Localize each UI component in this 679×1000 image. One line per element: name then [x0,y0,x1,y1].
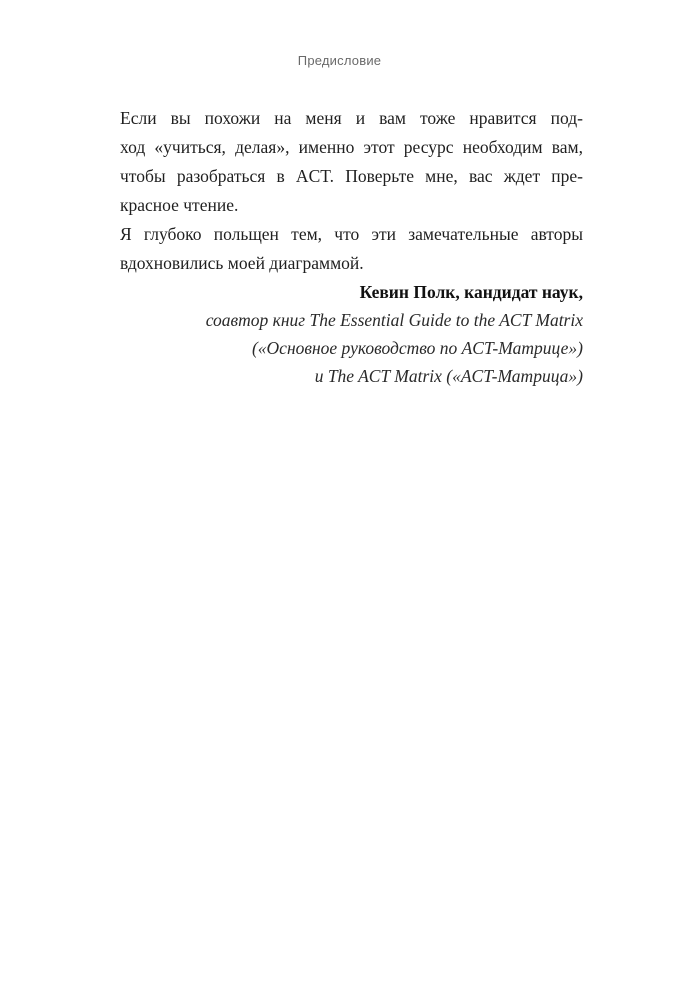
author-credit-line: («Основное руководство по ACT-Матрице») [251,338,583,358]
paragraph-line: Я глубоко польщен тем, что эти замечательные авторы [120,224,583,244]
paragraph-line: ход «учиться, делая», именно этот ресурс необходим вам, [120,137,583,157]
author-name: Кевин Полк, кандидат наук, [359,282,583,302]
paragraph-line: Если вы похожи на меня и вам тоже нравится под- [120,108,583,128]
paragraph-line: чтобы разобраться в ACT. Поверьте мне, вас ждет пре- [120,166,583,186]
running-head: Предисловие [297,53,382,68]
paragraph-line: красное чтение. [120,195,239,215]
paragraph-2 [97,220,583,278]
paragraph-1 [97,104,583,220]
author-credit-line: и The ACT Matrix («ACT-Матрица») [314,366,583,386]
main-text [97,104,583,390]
author-credit-line: соавтор книг The Essential Guide to the ACT Matrix [205,310,583,330]
signature-block [97,278,583,390]
paragraph-line: вдохновились моей диаграммой. [120,253,364,273]
